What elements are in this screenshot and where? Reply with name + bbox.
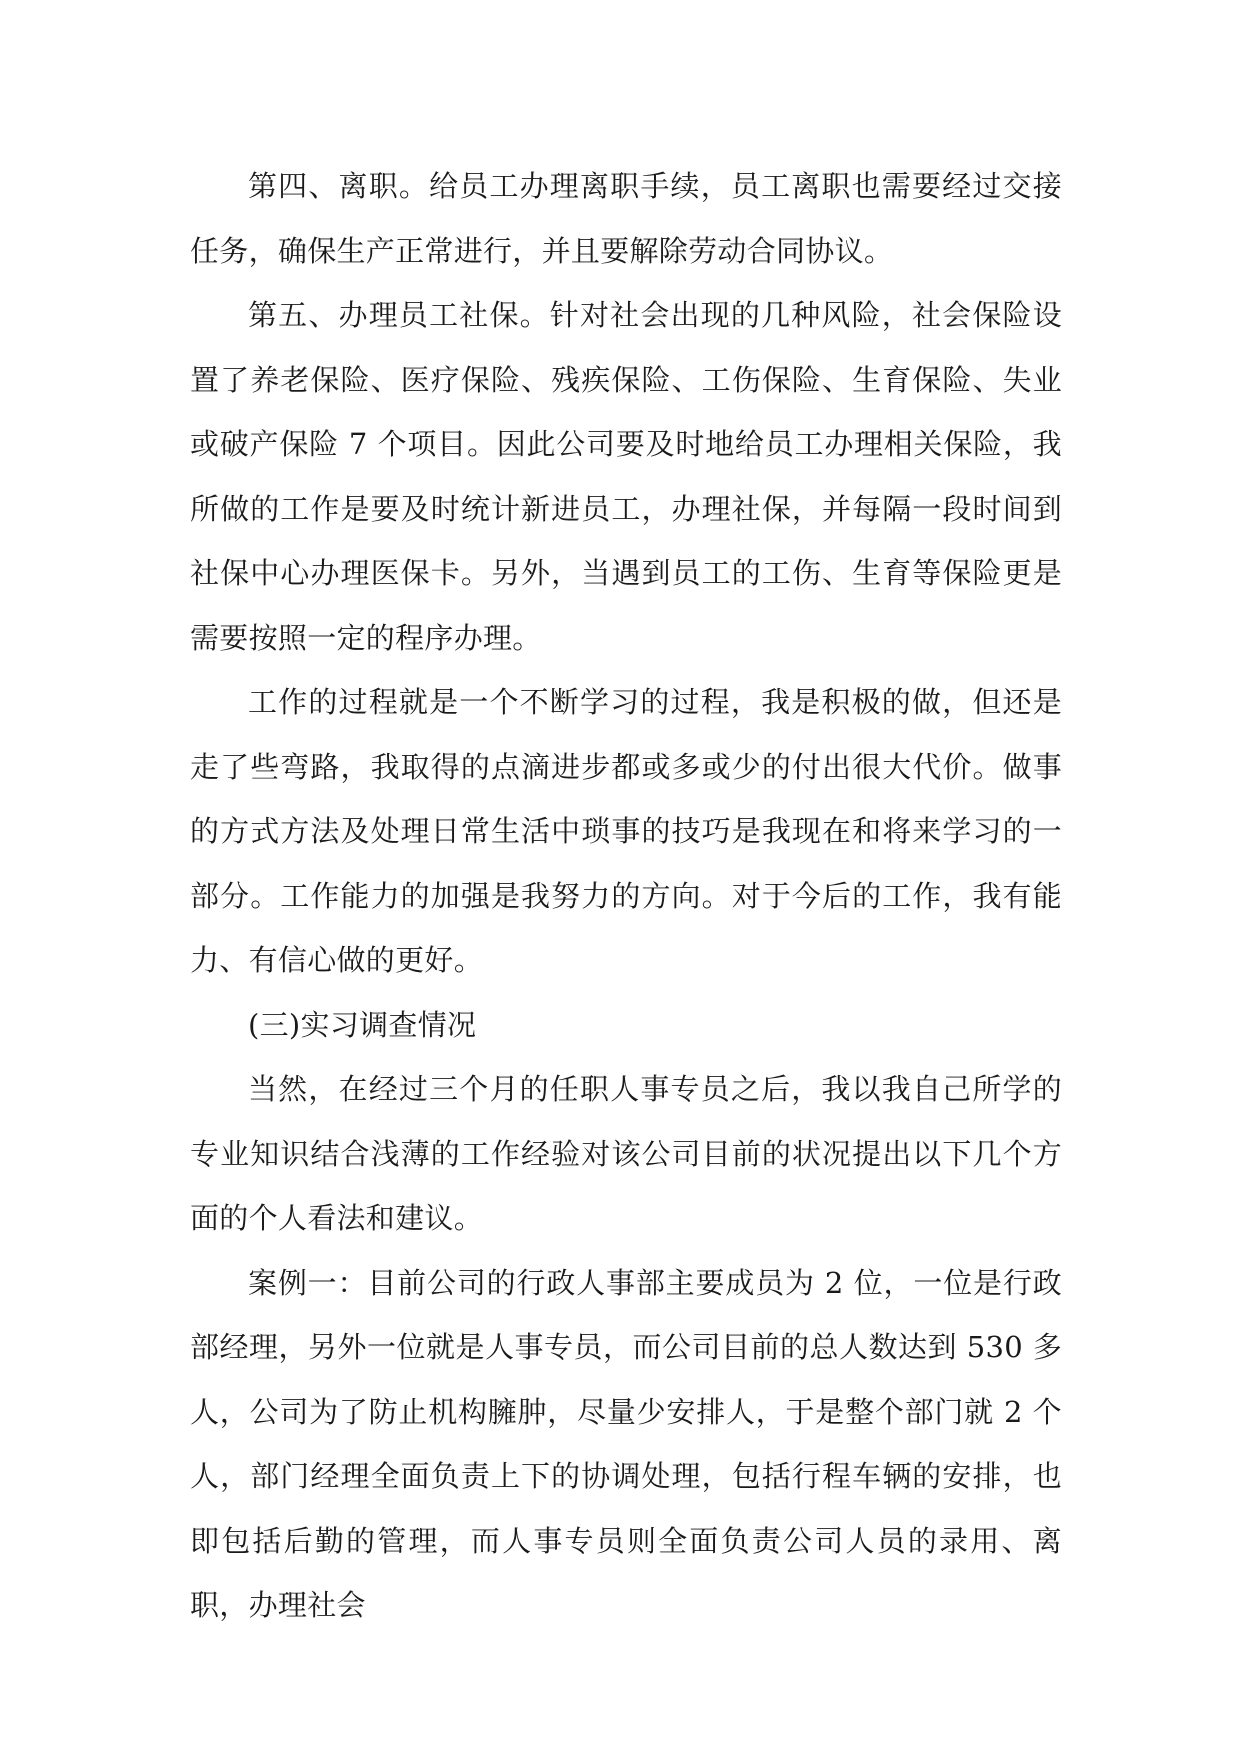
paragraph-work-reflection: 工作的过程就是一个不断学习的过程，我是积极的做，但还是走了些弯路，我取得的点滴进步都或多或少的付出很大代价。做事的方式方法及处理日常生活中琐事的技巧是我现在和将来学习的一部分。工作能力的加强是我努力的方向。对于今后的工作，我有能力、有信心做的更好。 (190, 685, 1062, 977)
paragraph-resignation: 第四、离职。给员工办理离职手续，员工离职也需要经过交接任务，确保生产正常进行，并且要解除劳动合同协议。 (190, 169, 1062, 268)
paragraph-case-one: 案例一：目前公司的行政人事部主要成员为 2 位，一位是行政部经理，另外一位就是人事专员，而公司目前的总人数达到 530 多人，公司为了防止机构臃肿，尽量少安排人，于是整个部门就 2 个人，部门经理全面负责上下的协调处理，包括行程车辆的安排，也即包括后勤的管理，而人事专员则全面负责公司人员的录用、离职，办理社会 (190, 1265, 1062, 1622)
paragraph-social-insurance: 第五、办理员工社保。针对社会出现的几种风险，社会保险设置了养老保险、医疗保险、残疾保险、工伤保险、生育保险、失业或破产保险 7 个项目。因此公司要及时地给员工办理相关保险，我所做的工作是要及时统计新进员工，办理社保，并每隔一段时间到社保中心办理医保卡。另外，当遇到员工的工伤、生育等保险更是需要按照一定的程序办理。 (190, 298, 1062, 655)
paragraph-suggestions-intro: 当然，在经过三个月的任职人事专员之后，我以我自己所学的专业知识结合浅薄的工作经验对该公司目前的状况提出以下几个方面的个人看法和建议。 (190, 1072, 1062, 1235)
section-heading: (三)实习调查情况 (248, 1007, 477, 1042)
document-body (190, 154, 1062, 1638)
